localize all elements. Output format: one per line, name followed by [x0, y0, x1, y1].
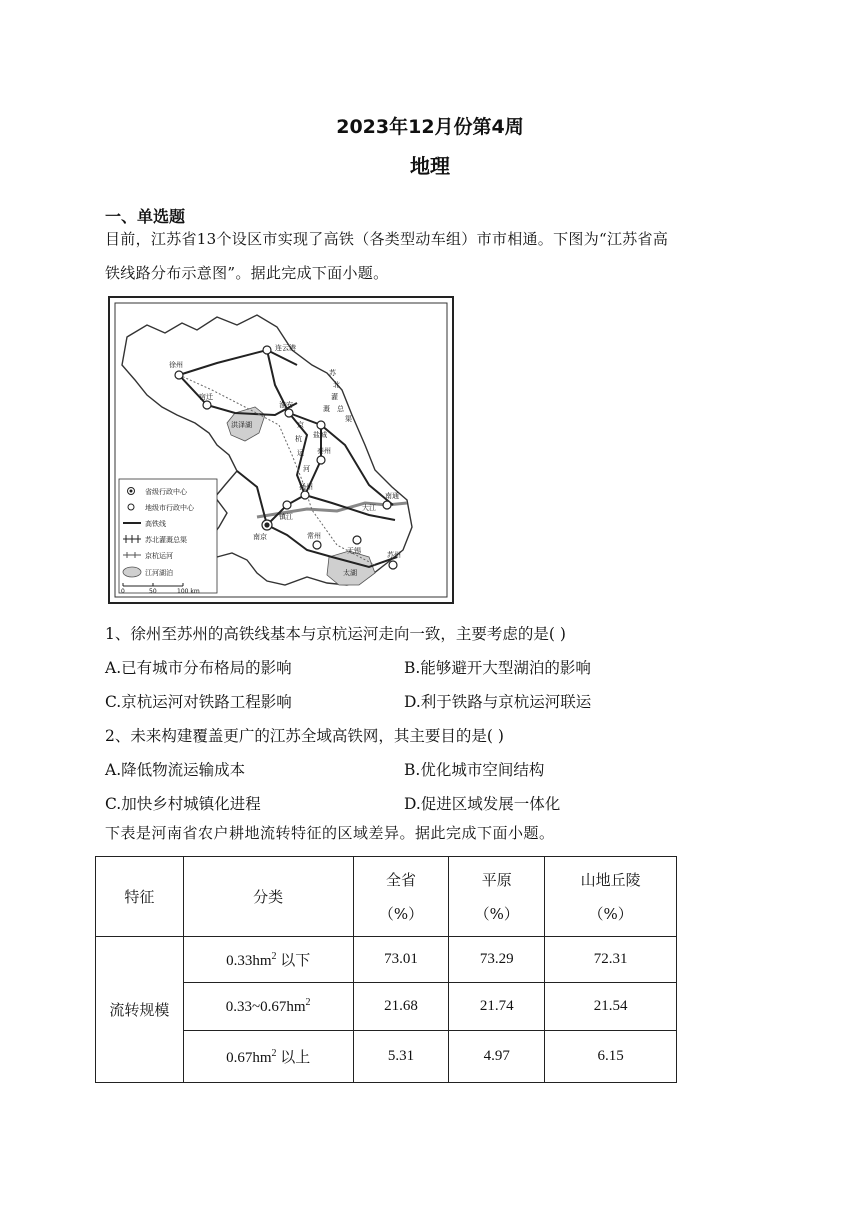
intro-paragraph-2: 下表是河南省农户耕地流转特征的区域差异。据此完成下面小题。	[105, 824, 555, 842]
farmland-transfer-table	[95, 856, 677, 1083]
intro-line-1: 目前，江苏省13个设区市实现了高铁（各类型动车组）市市相通。下图为“江苏省高	[105, 230, 669, 248]
map-label: 南通	[385, 492, 399, 500]
legend-label: 江河湖泊	[145, 569, 173, 577]
map-label: 连云港	[275, 344, 296, 352]
hill-value: 21.54	[545, 983, 677, 1031]
map-label: 扬州	[299, 483, 313, 491]
header-unit: （%）	[474, 904, 519, 923]
table-row	[96, 937, 677, 983]
map-label: 常州	[307, 532, 321, 540]
plain-value: 4.97	[449, 1031, 545, 1083]
map-label: 苏	[329, 369, 336, 377]
header-province-label: 全省	[385, 870, 416, 889]
map-label: 河	[303, 465, 310, 473]
province-value: 21.68	[353, 983, 449, 1031]
legend-label: 地级市行政中心	[145, 504, 194, 512]
q1-option-a[interactable]: A.已有城市分布格局的影响	[105, 659, 292, 677]
scale-label: 0	[121, 588, 125, 595]
category-suffix: 以上	[276, 1050, 311, 1066]
question-2-stem: 2、未来构建覆盖更广的江苏全域高铁网，其主要目的是( )	[105, 727, 504, 745]
q1-option-c[interactable]: C.京杭运河对铁路工程影响	[105, 693, 292, 711]
header-plain	[449, 857, 545, 937]
q2-option-c[interactable]: C.加快乡村城镇化进程	[105, 795, 261, 813]
header-province	[353, 857, 449, 937]
scale-label: 50	[149, 588, 157, 595]
jiangsu-railway-map	[107, 295, 455, 605]
map-label: 北	[333, 381, 340, 389]
map-label: 盐城	[313, 431, 327, 439]
category-value: 0.33~0.67hm	[225, 999, 306, 1015]
map-label: 洪泽湖	[231, 421, 252, 429]
hill-value: 6.15	[545, 1031, 677, 1083]
map-label: 灌	[331, 393, 338, 401]
group-cell: 流转规模	[96, 937, 184, 1083]
q2-option-b[interactable]: B.优化城市空间结构	[404, 761, 545, 779]
category-value: 0.33hm	[226, 953, 272, 969]
header-unit: （%）	[588, 904, 633, 923]
question-1-stem: 1、徐州至苏州的高铁线基本与京杭运河走向一致，主要考虑的是( )	[105, 625, 566, 643]
q1-option-b[interactable]: B.能够避开大型湖泊的影响	[404, 659, 591, 677]
subject-title: 地理	[410, 154, 450, 178]
q2-option-d[interactable]: D.促进区域发展一体化	[404, 795, 561, 813]
header-unit: （%）	[378, 904, 424, 923]
plain-value: 21.74	[449, 983, 545, 1031]
map-label: 淮安	[279, 401, 293, 409]
header-feature: 特征	[96, 857, 184, 937]
category-sup: 2	[271, 1048, 277, 1059]
intro-paragraph-1	[105, 222, 755, 290]
map-label: 渠	[345, 415, 352, 423]
map-label: 京	[297, 421, 304, 429]
category-suffix: 以下	[276, 953, 311, 969]
map-label: 镇江	[279, 513, 293, 521]
map-legend	[119, 479, 217, 595]
legend-label: 京杭运河	[145, 552, 173, 560]
table-row	[96, 1031, 677, 1083]
province-value: 5.31	[353, 1031, 449, 1083]
map-label: 杭	[295, 435, 302, 443]
header-category: 分类	[183, 857, 353, 937]
map-label: 南京	[253, 533, 267, 541]
category-value: 0.67hm	[226, 1050, 272, 1066]
category-sup: 2	[305, 997, 311, 1008]
q1-option-d[interactable]: D.利于铁路与京杭运河联运	[404, 693, 592, 711]
map-label: 苏州	[387, 551, 401, 559]
map-label: 宿迁	[199, 393, 213, 401]
scale-label: 100 km	[177, 588, 200, 595]
map-label: 太湖	[343, 569, 357, 577]
legend-label: 苏北灌溉总渠	[145, 536, 187, 544]
table-header-row	[96, 857, 677, 937]
map-label: 总	[337, 405, 344, 413]
map-label: 泰州	[317, 447, 331, 455]
map-label: 运	[297, 449, 304, 457]
header-hill-label: 山地丘陵	[580, 870, 641, 889]
header-hill	[545, 857, 677, 937]
map-label: 徐州	[169, 361, 183, 369]
legend-label: 高铁线	[145, 520, 166, 528]
category-cell	[183, 1031, 353, 1083]
map-label: 大江	[362, 504, 376, 512]
map-label: 无锡	[347, 547, 361, 555]
category-cell	[183, 983, 353, 1031]
category-cell	[183, 937, 353, 983]
plain-value: 73.29	[449, 937, 545, 983]
province-value: 73.01	[353, 937, 449, 983]
hill-value: 72.31	[545, 937, 677, 983]
section-heading: 一、单选题	[105, 207, 186, 226]
map-label: 溉	[323, 405, 330, 413]
table-row	[96, 983, 677, 1031]
intro-line-2: 铁线路分布示意图”。据此完成下面小题。	[105, 264, 389, 282]
q2-option-a[interactable]: A.降低物流运输成本	[105, 761, 246, 779]
header-plain-label: 平原	[481, 870, 512, 889]
category-sup: 2	[271, 951, 277, 962]
page-title: 2023年12月份第4周	[336, 116, 524, 138]
legend-label: 省级行政中心	[145, 488, 187, 496]
